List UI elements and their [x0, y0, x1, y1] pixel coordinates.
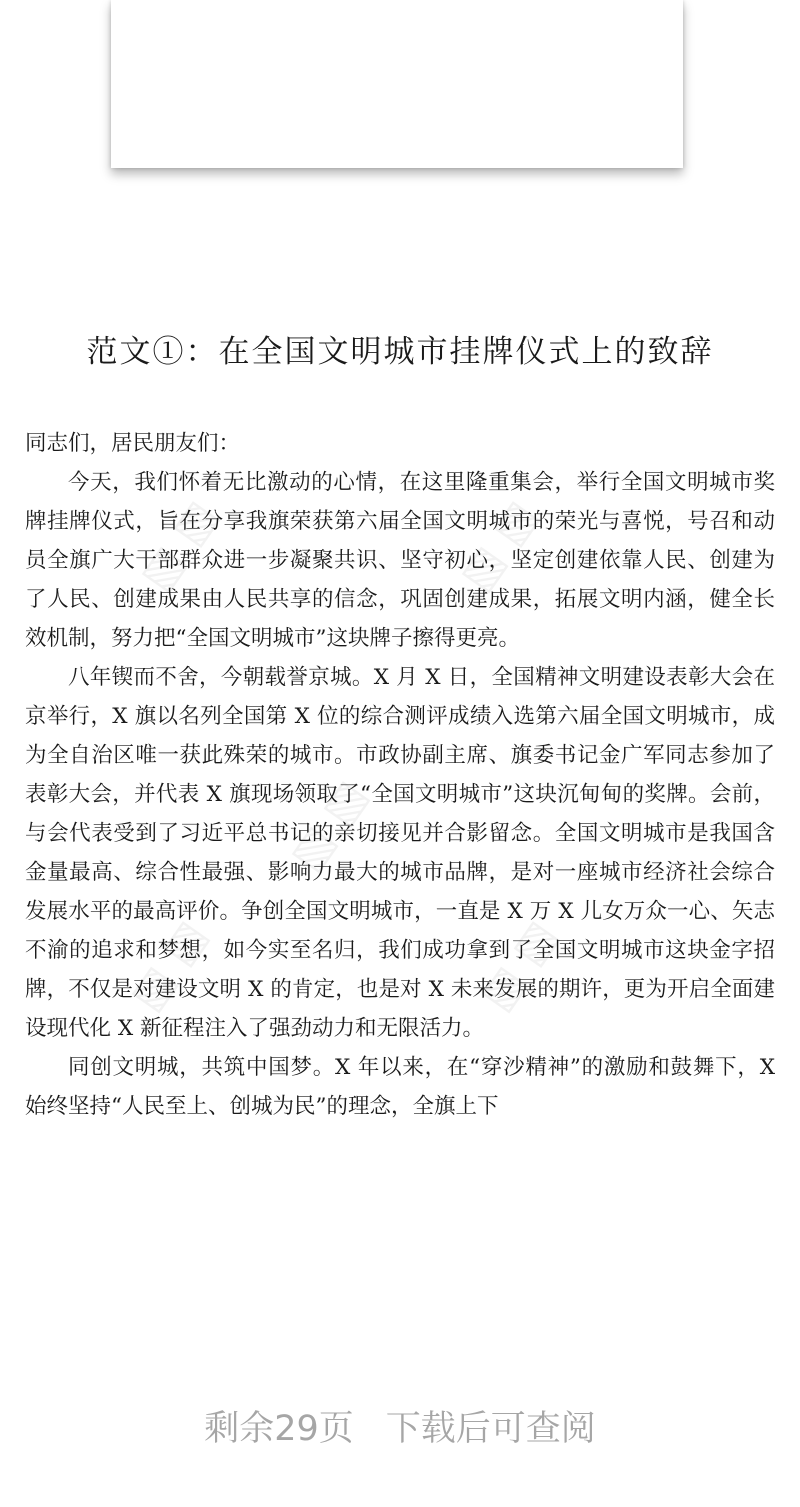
watermark-icon: ▧ ▧	[119, 911, 218, 1020]
paragraph: 今天，我们怀着无比激动的心情，在这里隆重集会，举行全国文明城市奖牌挂牌仪式，旨在分享我旗荣获第六届全国文明城市的荣光与喜悦，号召和动员全旗广大干部群众进一步凝聚共识、坚守初心，坚定创建依靠人民、创建为了人民、创建成果由人民共享的信念，巩固创建成果，拓展文明内涵，健全长效机制，努力把“全国文明城市”这块牌子擦得更亮。	[25, 470, 775, 651]
document-body	[25, 424, 775, 1126]
download-to-read-more-button[interactable]	[0, 1405, 800, 1453]
watermark-icon: ▧ ▧	[449, 491, 548, 600]
paragraph: 八年锲而不舍，今朝载誉京城。X 月 X 日，全国精神文明建设表彰大会在京举行，X 旗以名列全国第 X 位的综合测评成绩入选第六届全国文明城市，成为全自治区唯一获此殊荣的城市。市政协副主席、旗委书记金广军同志参加了表彰大会，并代表 X 旗现场领取了“全国文明城市”这块沉甸甸的奖牌。会前，与会代表受到了习近平总书记的亲切接见并合影留念。全国文明城市是我国含金量最高、综合性最强、影响力最大的城市品牌，是对一座城市经济社会综合发展水平的最高评价。争创全国文明城市，一直是 X 万 X 儿女万众一心、矢志不渝的追求和梦想，如今实至名归，我们成功拿到了全国文明城市这块金字招牌，不仅是对建设文明 X 的肯定，也是对 X 未来发展的期许，更为开启全面建设现代化 X 新征程注入了强劲动力和无限活力。	[25, 665, 775, 1041]
watermark-icon: ▧ ▧	[279, 771, 378, 880]
watermark-icon: ▧ ▧	[129, 491, 228, 600]
cover-page-preview	[111, 0, 683, 168]
watermark-icon: ▧ ▧	[469, 911, 568, 1020]
remaining-pages-text: 剩余29页	[204, 1409, 354, 1449]
download-hint-text: 下载后可查阅	[385, 1409, 596, 1449]
paragraph: 同创文明城，共筑中国梦。X 年以来，在“穿沙精神”的激励和鼓舞下，X 始终坚持“人民至上、创城为民”的理念，全旗上下	[25, 1055, 775, 1119]
document-title: 范文①：在全国文明城市挂牌仪式上的致辞	[86, 334, 714, 370]
salutation: 同志们，居民朋友们：	[25, 431, 241, 456]
